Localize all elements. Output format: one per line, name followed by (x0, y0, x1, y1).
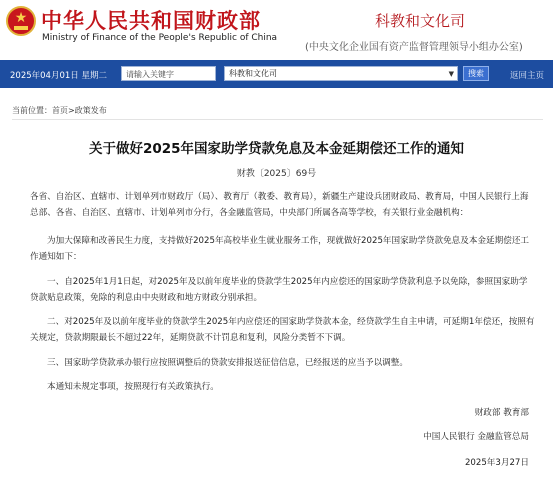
paragraph-item-1: 一、自2025年1月1日起，对2025年及以前年度毕业的贷款学生2025年内应偿还的国家助学贷款利息予以免除，参照国家助学贷款贴息政策，免除的利息由中央财政和地方财政分别承担。 (30, 277, 528, 303)
breadcrumb-section-link[interactable]: 政策发布 (74, 106, 107, 115)
breadcrumb-separator: > (68, 106, 75, 115)
national-emblem-icon (6, 6, 36, 36)
search-scope-select[interactable] (224, 66, 458, 81)
search-button[interactable]: 搜索 (463, 66, 489, 81)
paragraph-item-2: 二、对2025年及以前年度毕业的贷款学生2025年内应偿还的国家助学贷款本金，经贷款学生自主申请，可延期1年偿还，按照有关规定，贷款期限最长不超过22年，延期贷款不计罚息和复利，风险分类暂不下调。 (30, 317, 535, 343)
signature-issuers-2: 中国人民银行 金融监管总局 (423, 432, 529, 442)
paragraph-addressees: 各省、自治区、直辖市、计划单列市财政厅（局）、教育厅（教委、教育局），新疆生产建设兵团财政局、教育局，中国人民银行上海总部、各省、自治区、直辖市、计划单列市分行，各金融监管局，中央部门所属各高等学校，有关银行业金融机构： (30, 192, 529, 218)
chevron-down-icon: ▼ (448, 70, 454, 78)
return-home-link[interactable]: 返回主页 (510, 71, 545, 81)
signature-issuers-1: 财政部 教育部 (474, 408, 529, 418)
paragraph-intro: 为加大保障和改善民生力度，支持做好2025年高校毕业生就业服务工作，现就做好2025年国家助学贷款免息及本金延期偿还工作通知如下： (30, 236, 530, 262)
search-input[interactable]: 请输入关键字 (121, 66, 216, 81)
search-scope-value: 科教和文化司 (229, 69, 277, 78)
paragraph-closing: 本通知未规定事项，按照现行有关政策执行。 (47, 382, 219, 392)
document-number: 财教〔2025〕69号 (236, 169, 317, 179)
star-icon: ★ (14, 10, 28, 26)
nav-bar (0, 60, 553, 88)
breadcrumb-prefix: 当前位置： (12, 106, 52, 115)
site-subtitle: Ministry of Finance of the People's Republic of China (42, 33, 278, 43)
department-name: 科教和文化司 (375, 12, 466, 30)
breadcrumb (12, 105, 107, 116)
divider (12, 119, 543, 120)
page-title: 关于做好2025年国家助学贷款免息及本金延期偿还工作的通知 (88, 141, 465, 157)
department-subtitle: (中央文化企业国有资产监督管理领导小组办公室) (305, 42, 523, 53)
paragraph-item-3: 三、国家助学贷款承办银行应按照调整后的贷款安排报送征信信息，已经报送的应当予以调整。 (47, 358, 408, 368)
site-title[interactable]: 中华人民共和国财政部 (41, 9, 261, 33)
emblem-base (14, 26, 28, 30)
signature-date: 2025年3月27日 (464, 458, 529, 468)
breadcrumb-home-link[interactable]: 首页 (52, 106, 68, 115)
current-date: 2025年04月01日 星期二 (10, 71, 107, 81)
site-header (0, 0, 553, 56)
